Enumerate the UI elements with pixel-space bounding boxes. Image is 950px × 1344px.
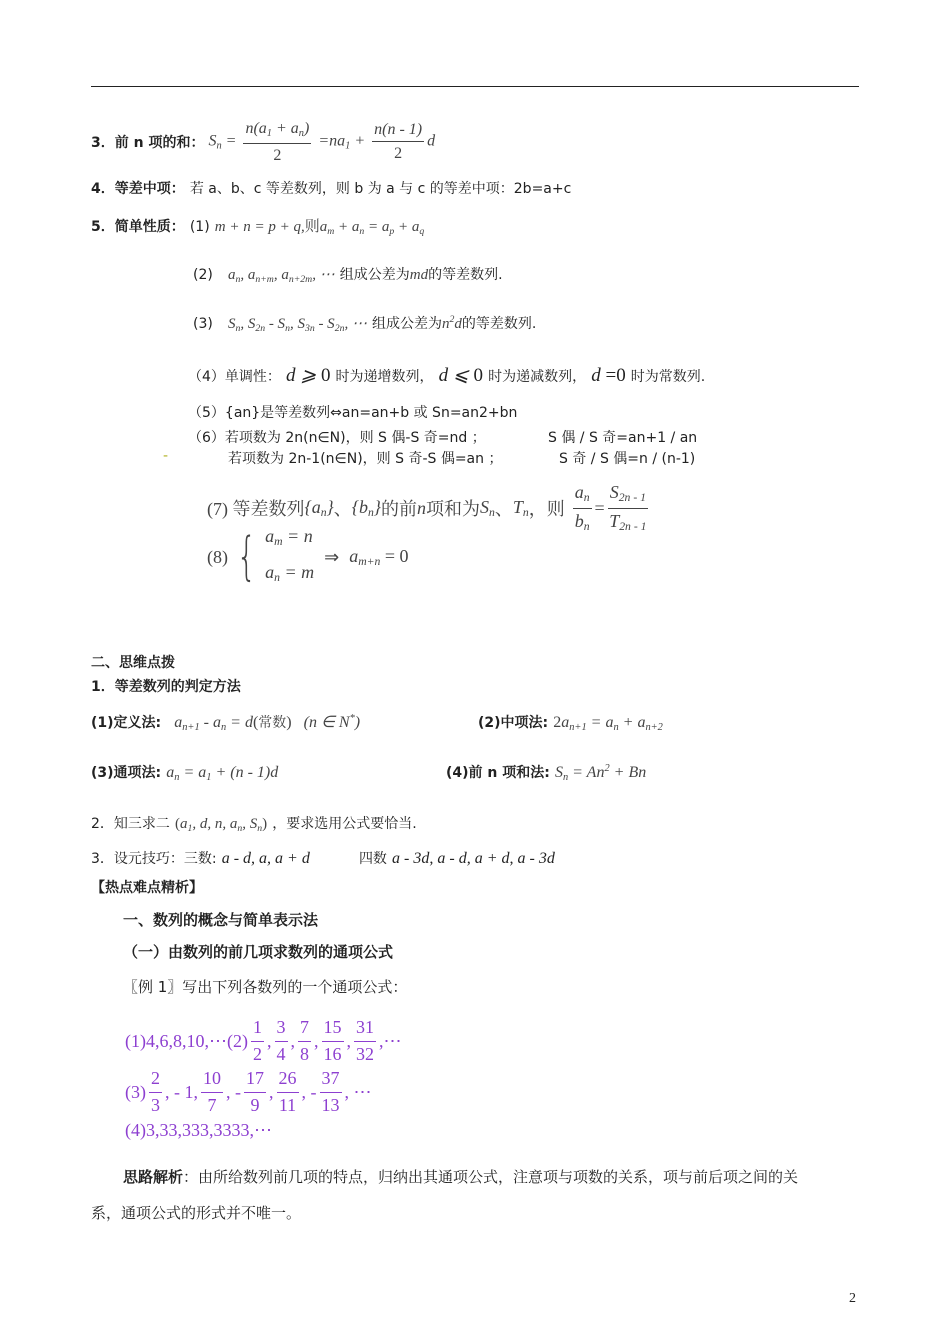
properties-label: 5．简单性质：	[91, 219, 185, 235]
page-number: 2	[849, 1291, 856, 1306]
property-6-line2b: S 奇 / S 偶=n / (n-1)	[559, 451, 696, 467]
property-2-formula: $a_n$, $a_{n+m}$, $a_{n+2m}$, ⋯	[227, 267, 335, 285]
property-1-formula: m + n = p + q,则$a_m + a_n = a_p + a_q$	[214, 219, 425, 237]
hot-topics-title: 【热点难点精析】	[91, 880, 203, 896]
idea-label: 思路解析	[123, 1168, 184, 1186]
property-3-formula: $S_n$, $S_{2n} - S_n$, $S_{3n} - S_{2n}$, ⋯	[227, 316, 367, 334]
middle-term-label: 4．等差中项：	[91, 181, 185, 197]
idea-paragraph-line2: 系，通项公式的形式并不唯一。	[91, 1204, 302, 1222]
heading-2: （一）由数列的前几项求数列的通项公式	[123, 943, 394, 961]
property-6-line1b: S 偶 / S 奇=an+1 / an	[548, 430, 698, 446]
property-3-prefix: (3)	[193, 316, 213, 332]
sequence-2-prefix: (2)	[227, 1030, 248, 1051]
sequence-4: (4)3,33,333,3333,⋯	[125, 1120, 272, 1140]
property-4-inc: 时为递增数列，	[335, 369, 434, 385]
method-sum: (4)前 n 项和法: $S_n = An^2 + Bn$	[446, 763, 647, 783]
sequence-2-term: $\frac{31}{32}$	[356, 1016, 374, 1064]
property-4-prefix: （4）单调性：	[188, 369, 281, 385]
middle-term-line	[91, 178, 571, 198]
sum-formula: $S_n$ = $\frac{n(a_1 + a_n)}{2}$ $=na_1$ + $\frac{n(n - 1)}{2}$ d	[208, 120, 436, 164]
sequence-2-term: $\frac{15}{16}$	[323, 1016, 342, 1064]
sequence-2-term: $\frac{1}{2}$	[253, 1016, 262, 1064]
sequence-2: $\frac{1}{2}$ , $\frac{3}{4}$ , $\frac{7}{8}$ , $\frac{15}{16}$ , $\frac{31}{32}$ , ⋯	[253, 1016, 402, 1064]
property-2-text2: 的等差数列.	[428, 267, 503, 283]
property-4-dec: 时为递减数列，	[488, 369, 587, 385]
method-definition: (1)定义法: $a_{n+1} - a_n = d$(常数) (n ∈ N*)	[91, 713, 361, 733]
property-1-line	[91, 215, 424, 237]
property-3-text2: 的等差数列.	[461, 316, 537, 332]
method-general-term: (3)通项法: $a_n = a_1 + (n - 1)d$	[91, 764, 279, 783]
sequence-2-term: $\frac{7}{8}$	[300, 1016, 309, 1064]
sum-formula-line	[91, 112, 435, 172]
sum-label: 3．前 n 项的和：	[91, 135, 205, 151]
property-7-line: (7) 等差数列 $\{a_n\}$ 、 $\{b_n\}$ 的前 n 项和为 $S_n$ 、 $T_n$ ，则 $\frac{a_n}{b_n}$ = $\frac{S_{2n - 1}}{T_{2n - 1}}$	[207, 482, 647, 533]
sequence-1: (1)4,6,8,10,⋯	[125, 1030, 227, 1051]
setup-line: 3．设元技巧：三数: a - d, a, a + d 四数 a - 3d, a - d, a + d, a - 3d	[91, 850, 555, 867]
property-5-line: （5）{an}是等差数列⇔an=an+b 或 Sn=an2+bn	[188, 405, 518, 421]
method-3-label: (3)通项法:	[91, 765, 162, 781]
idea-paragraph-line1	[123, 1158, 798, 1196]
section-2-title: 二、思维点拨	[91, 655, 175, 671]
sequence-line-1	[125, 1016, 402, 1066]
property-4-const: 时为常数列.	[630, 369, 706, 385]
sequence-3-prefix: (3)	[125, 1081, 146, 1102]
example-1: 〖例 1〗写出下列各数列的一个通项公式：	[123, 978, 408, 996]
header-rule	[91, 86, 859, 87]
method-1-label: (1)定义法:	[91, 715, 162, 731]
sequence-2-term: $\frac{3}{4}$	[276, 1016, 286, 1064]
method-4-label: (4)前 n 项和法:	[446, 765, 550, 781]
property-1-prefix: (1)	[189, 219, 210, 235]
property-2-line: (2) $a_n$, $a_{n+m}$, $a_{n+2m}$, ⋯ 组成公差为md的等差数列.	[193, 267, 503, 285]
property-3-text1: 组成公差为	[372, 316, 443, 332]
property-8-prefix: (8)	[207, 546, 228, 567]
idea-text-1: ：由所给数列前几项的特点，归纳出其通项公式，注意项与项数的关系，项与前后项之间的关	[183, 1168, 799, 1186]
property-6-line1a: （6）若项数为 2n(n∈N)，则 S 偶-S 奇=nd ；	[188, 430, 486, 446]
method-middle: (2)中项法: $2a_{n+1} = a_n + a_{n+2}$	[478, 714, 663, 733]
sequence-line-3: (3) $\frac{2}{3}$ , - 1, $\frac{10}{7}$ , - $\frac{17}{9}$ , $\frac{26}{11}$ , - $\frac{37}{13}$ , ⋯	[125, 1067, 372, 1115]
property-4-line: （4）单调性： d ⩾ 0 时为递增数列， d ⩽ 0 时为递减数列， d =0 时为常数列.	[188, 365, 706, 386]
margin-mark: -	[163, 448, 169, 464]
property-3-line: (3) $S_n$, $S_{2n} - S_n$, $S_{3n} - S_{2n}$, ⋯ 组成公差为$n^2d$的等差数列.	[193, 314, 537, 334]
middle-term-text: 若 a、b、c 等差数列，则 b 为 a 与 c 的等差中项：2b=a+c	[189, 181, 572, 197]
property-2-text1: 组成公差为	[339, 267, 410, 283]
property-8-line: (8) { $a_m = n$ $a_n = m$ ⇒ $a_{m+n} = 0$	[207, 526, 409, 587]
property-2-prefix: (2)	[193, 267, 213, 283]
heading-1: 一、数列的概念与简单表示法	[123, 911, 319, 929]
know-three-line: 2．知三求二 ($a_1$, d, n, $a_n$, $S_n$) ，要求选用公式要恰当.	[91, 816, 417, 834]
property-6-line2a: 若项数为 2n-1(n∈N)，则 S 奇-S 偶=an ；	[228, 451, 503, 467]
method-2-label: (2)中项法:	[478, 715, 549, 731]
property-7-prefix: (7) 等差数列	[207, 499, 305, 519]
section-2-item-1: 1．等差数列的判定方法	[91, 679, 241, 695]
